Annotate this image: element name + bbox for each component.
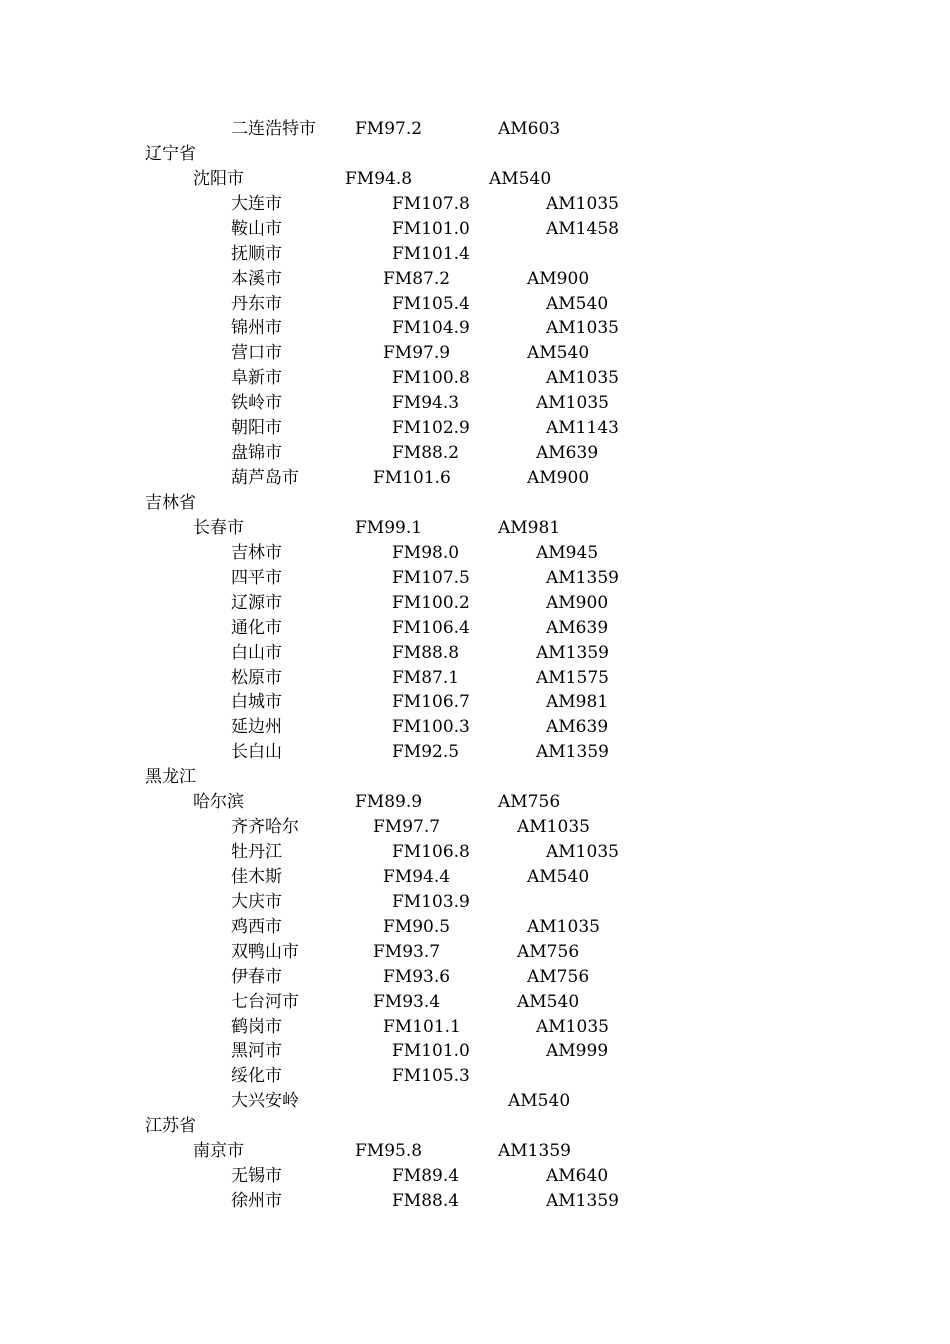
city-name: 本溪市 — [231, 268, 282, 289]
city-name: 四平市 — [231, 567, 282, 588]
fm-frequency: FM88.8 — [392, 642, 460, 663]
fm-frequency: FM106.8 — [392, 842, 470, 862]
station-row — [0, 890, 950, 915]
station-row — [0, 1039, 950, 1064]
city-name: 朝阳市 — [231, 418, 282, 439]
am-frequency: AM1359 — [546, 567, 619, 588]
station-row — [0, 940, 950, 965]
city-name: 吉林市 — [231, 542, 282, 563]
city-name: 无锡市 — [231, 1166, 282, 1187]
station-row — [0, 1139, 950, 1164]
city-name: 白城市 — [231, 692, 282, 713]
fm-frequency: FM106.4 — [392, 617, 470, 638]
city-name: 长春市 — [193, 517, 244, 538]
province-heading — [0, 142, 950, 167]
station-row — [0, 167, 950, 192]
am-frequency: AM756 — [517, 941, 580, 962]
am-frequency: AM756 — [498, 792, 561, 813]
fm-frequency: FM88.2 — [392, 443, 460, 464]
station-row — [0, 242, 950, 267]
station-row — [0, 1089, 950, 1114]
am-frequency: AM540 — [527, 343, 590, 364]
fm-frequency: FM93.4 — [373, 991, 441, 1012]
am-frequency: AM639 — [536, 443, 599, 464]
station-row — [0, 217, 950, 242]
city-name: 营口市 — [231, 343, 282, 364]
am-frequency: AM1035 — [546, 368, 619, 389]
city-name: 松原市 — [231, 667, 282, 688]
station-row — [0, 466, 950, 491]
city-name: 哈尔滨 — [193, 792, 244, 813]
city-name: 延边州 — [231, 717, 282, 738]
am-frequency: AM900 — [527, 468, 590, 488]
am-frequency: AM540 — [508, 1091, 571, 1112]
fm-frequency: FM93.6 — [383, 966, 451, 987]
am-frequency: AM639 — [546, 617, 609, 638]
city-name: 辽源市 — [231, 592, 282, 613]
station-row — [0, 1189, 950, 1214]
station-row — [0, 840, 950, 865]
province-heading — [0, 765, 950, 790]
city-name: 黑河市 — [231, 1041, 282, 1062]
station-row — [0, 292, 950, 317]
fm-frequency: FM95.8 — [355, 1141, 423, 1162]
fm-frequency: FM87.2 — [383, 268, 451, 289]
am-frequency: AM540 — [546, 293, 609, 314]
station-row — [0, 316, 950, 341]
city-name: 徐州市 — [231, 1191, 282, 1211]
city-name: 阜新市 — [231, 368, 282, 389]
fm-frequency: FM106.7 — [392, 692, 470, 713]
am-frequency: AM1575 — [536, 667, 609, 688]
station-row — [0, 117, 950, 142]
fm-frequency: FM107.8 — [392, 193, 470, 214]
city-name: 大连市 — [231, 193, 282, 214]
fm-frequency: FM92.5 — [392, 742, 460, 763]
am-frequency: AM1035 — [546, 842, 619, 862]
city-name: 鞍山市 — [231, 218, 282, 239]
province-name: 吉林省 — [145, 492, 196, 513]
am-frequency: AM639 — [546, 717, 609, 738]
city-name: 鹤岗市 — [231, 1016, 282, 1037]
station-row — [0, 815, 950, 840]
station-row — [0, 391, 950, 416]
city-name: 长白山 — [231, 742, 282, 763]
station-row — [0, 715, 950, 740]
fm-frequency: FM100.8 — [392, 368, 470, 389]
am-frequency: AM1359 — [536, 642, 609, 663]
city-name: 葫芦岛市 — [231, 468, 299, 488]
station-row — [0, 366, 950, 391]
city-name: 沈阳市 — [193, 168, 244, 189]
province-name: 江苏省 — [145, 1116, 196, 1137]
station-row — [0, 192, 950, 217]
fm-frequency: FM101.6 — [373, 468, 451, 488]
station-row — [0, 690, 950, 715]
station-row — [0, 965, 950, 990]
am-frequency: AM540 — [527, 866, 590, 887]
fm-frequency: FM98.0 — [392, 542, 460, 563]
city-name: 鸡西市 — [231, 916, 282, 937]
station-row — [0, 566, 950, 591]
station-row — [0, 666, 950, 691]
station-row — [0, 541, 950, 566]
am-frequency: AM1035 — [527, 916, 600, 937]
station-row — [0, 740, 950, 765]
fm-frequency: FM94.8 — [345, 168, 413, 189]
am-frequency: AM1458 — [546, 218, 619, 239]
fm-frequency: FM97.9 — [383, 343, 451, 364]
am-frequency: AM1035 — [546, 193, 619, 214]
city-name: 齐齐哈尔 — [231, 817, 299, 837]
city-name: 南京市 — [193, 1141, 244, 1162]
city-name: 大兴安岭 — [231, 1091, 299, 1112]
city-name: 七台河市 — [231, 991, 299, 1012]
am-frequency: AM756 — [527, 966, 590, 987]
province-heading — [0, 491, 950, 516]
fm-frequency: FM90.5 — [383, 916, 451, 937]
am-frequency: AM1035 — [546, 318, 619, 339]
fm-frequency: FM102.9 — [392, 418, 470, 439]
city-name: 通化市 — [231, 617, 282, 638]
fm-frequency: FM107.5 — [392, 567, 470, 588]
city-name: 白山市 — [231, 642, 282, 663]
city-name: 双鸭山市 — [231, 941, 299, 962]
fm-frequency: FM103.9 — [392, 891, 470, 912]
station-row — [0, 1164, 950, 1189]
am-frequency: AM1035 — [536, 1016, 609, 1037]
fm-frequency: FM104.9 — [392, 318, 470, 339]
fm-frequency: FM94.4 — [383, 866, 451, 887]
fm-frequency: FM100.2 — [392, 592, 470, 613]
am-frequency: AM640 — [546, 1166, 609, 1187]
am-frequency: AM981 — [546, 692, 609, 713]
am-frequency: AM540 — [517, 991, 580, 1012]
station-row — [0, 790, 950, 815]
fm-frequency: FM101.0 — [392, 218, 470, 239]
am-frequency: AM1359 — [546, 1191, 619, 1211]
station-row — [0, 416, 950, 441]
station-row — [0, 341, 950, 366]
station-row — [0, 865, 950, 890]
station-row — [0, 267, 950, 292]
province-name: 辽宁省 — [145, 143, 196, 164]
am-frequency: AM1035 — [517, 817, 590, 837]
fm-frequency: FM101.4 — [392, 243, 470, 264]
am-frequency: AM1359 — [498, 1141, 571, 1162]
fm-frequency: FM94.3 — [392, 393, 460, 414]
am-frequency: AM945 — [536, 542, 599, 563]
city-name: 丹东市 — [231, 293, 282, 314]
city-name: 铁岭市 — [231, 393, 282, 414]
am-frequency: AM999 — [546, 1041, 609, 1062]
station-row — [0, 641, 950, 666]
fm-frequency: FM87.1 — [392, 667, 460, 688]
fm-frequency: FM97.7 — [373, 817, 441, 837]
station-row — [0, 591, 950, 616]
am-frequency: AM900 — [546, 592, 609, 613]
city-name: 锦州市 — [231, 318, 282, 339]
am-frequency: AM1143 — [546, 418, 619, 439]
fm-frequency: FM100.3 — [392, 717, 470, 738]
city-name: 大庆市 — [231, 891, 282, 912]
am-frequency: AM1359 — [536, 742, 609, 763]
province-name: 黑龙江 — [145, 767, 196, 788]
am-frequency: AM1035 — [536, 393, 609, 414]
fm-frequency: FM101.0 — [392, 1041, 470, 1062]
fm-frequency: FM105.4 — [392, 293, 470, 314]
fm-frequency: FM89.4 — [392, 1166, 460, 1187]
am-frequency: AM900 — [527, 268, 590, 289]
province-heading — [0, 1114, 950, 1139]
city-name: 二连浩特市 — [231, 119, 316, 139]
station-row — [0, 516, 950, 541]
station-row — [0, 1064, 950, 1089]
city-name: 抚顺市 — [231, 243, 282, 264]
am-frequency: AM603 — [498, 119, 561, 139]
fm-frequency: FM93.7 — [373, 941, 441, 962]
am-frequency: AM540 — [489, 168, 552, 189]
station-row — [0, 616, 950, 641]
city-name: 伊春市 — [231, 966, 282, 987]
fm-frequency: FM99.1 — [355, 517, 423, 538]
fm-frequency: FM89.9 — [355, 792, 423, 813]
city-name: 绥化市 — [231, 1066, 282, 1087]
fm-frequency: FM101.1 — [383, 1016, 461, 1037]
city-name: 牡丹江 — [231, 842, 282, 862]
station-row — [0, 915, 950, 940]
city-name: 盘锦市 — [231, 443, 282, 464]
city-name: 佳木斯 — [231, 866, 282, 887]
am-frequency: AM981 — [498, 517, 561, 538]
station-row — [0, 990, 950, 1015]
fm-frequency: FM97.2 — [355, 119, 423, 139]
fm-frequency: FM105.3 — [392, 1066, 470, 1087]
fm-frequency: FM88.4 — [392, 1191, 460, 1211]
station-row — [0, 441, 950, 466]
station-row — [0, 1015, 950, 1040]
